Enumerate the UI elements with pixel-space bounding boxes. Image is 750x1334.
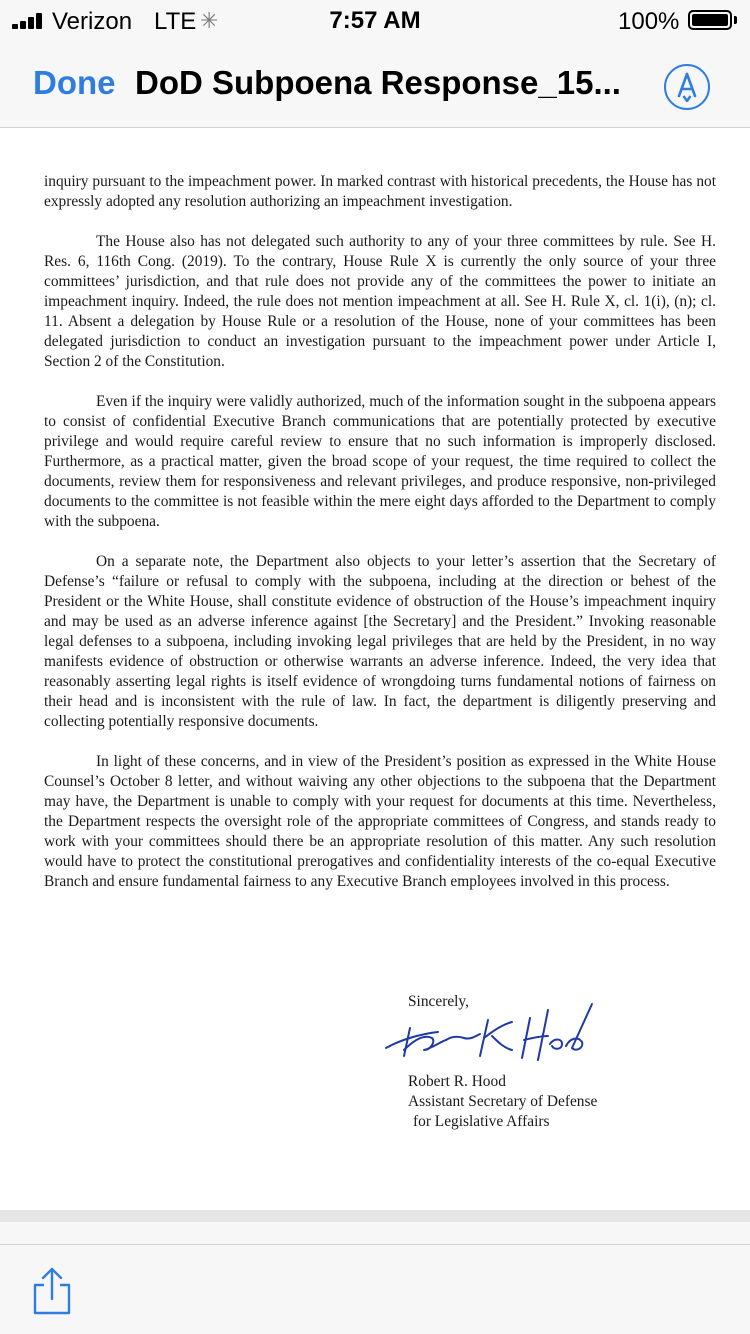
bottom-toolbar <box>0 1244 750 1334</box>
status-bar <box>0 0 750 40</box>
handwritten-signature <box>380 990 610 1070</box>
share-icon[interactable] <box>30 1267 74 1315</box>
battery-tip <box>734 16 737 24</box>
closing-salutation: Sincerely, <box>408 993 469 1010</box>
paragraph: On a separate note, the Department also objects to your letter’s assertion that the Secretary of Defense’s “failure or refusal to comply with the subpoena, including at the direction or behest of the President or the White House, shall constitute evidence of obstruction of the House’s impeachment inquiry and may be used as an adverse inference against [the Secretary] and the President.” Invoking reasonable legal defenses to a subpoena, including invoking legal privileges that are held by the President, in no way manifests evidence of obstruction or otherwise warrants an adverse inference. Indeed, the very idea that reasonably asserting legal rights is itself evidence of wrongdoing turns fundamental notions of fairness on their head and is inconsistent with the rule of law. In fact, the department is diligently preserving and collecting potentially responsive documents. <box>44 553 716 730</box>
nav-bar <box>0 40 750 128</box>
signer-name: Robert R. Hood <box>408 1073 506 1090</box>
signer-title: for Legislative Affairs <box>413 1113 550 1130</box>
markup-pen-icon[interactable] <box>664 64 710 110</box>
status-time: 7:57 AM <box>329 7 421 34</box>
carrier-label: Verizon <box>52 8 133 35</box>
battery-percent: 100% <box>618 8 680 35</box>
activity-spinner-icon: ✳ <box>200 8 219 33</box>
battery-icon <box>688 10 732 30</box>
paragraph: The House also has not delegated such authority to any of your three committees by rule. See H. Res. 6, 116th Cong. (2019). To the contrary, House Rule X is currently the only source of your three committees’ jurisdiction, and that rule does not provide any of the committees the power to initiate an impeachment inquiry. Indeed, the rule does not mention impeachment at all. See H. Rule X, cl. 1(i), (n); cl. 11. Absent a delegation by House Rule or a resolution of the House, none of your committees has been delegated jurisdiction to conduct an investigation pursuant to the impeachment power under Article I, Section 2 of the Constitution. <box>44 233 716 370</box>
signature-block <box>408 1072 708 1132</box>
document-viewer[interactable] <box>0 128 750 1210</box>
paragraph: inquiry pursuant to the impeachment power. In marked contrast with historical precedents, the House has not expressly adopted any resolution authorizing an impeachment investigation. <box>44 173 716 210</box>
page-divider <box>0 1210 750 1222</box>
signer-title: Assistant Secretary of Defense <box>408 1093 598 1110</box>
paragraph: Even if the inquiry were validly authorized, much of the information sought in the subpoena appears to consist of confidential Executive Branch communications that are potentially protected by executive privilege and would require careful review to ensure that no such information is improperly disclosed. Furthermore, as a practical matter, given the broad scope of your request, the time required to collect the documents, review them for responsiveness and relevant privileges, and produce responsive, non-privileged documents to the committee is not feasible within the mere eight days afforded to the Department to comply with the subpoena. <box>44 393 716 530</box>
paragraph: In light of these concerns, and in view of the President’s position as expressed in the White House Counsel’s October 8 letter, and without waiving any other objections to the subpoena that the Department may have, the Department is unable to comply with your request for documents at this time. Nevertheless, the Department respects the oversight role of the appropriate committees of Congress, and stands ready to work with your committees should there be an appropriate resolution of this matter. Any such resolution would have to protect the constitutional prerogatives and confidentiality interests of the co-equal Executive Branch and ensure fundamental fairness to any Executive Branch employees involved in this process. <box>44 753 716 890</box>
network-type: LTE <box>154 8 197 35</box>
done-button[interactable]: Done <box>33 64 116 101</box>
letter-body <box>44 172 716 912</box>
document-title: DoD Subpoena Response_15... <box>135 64 621 101</box>
